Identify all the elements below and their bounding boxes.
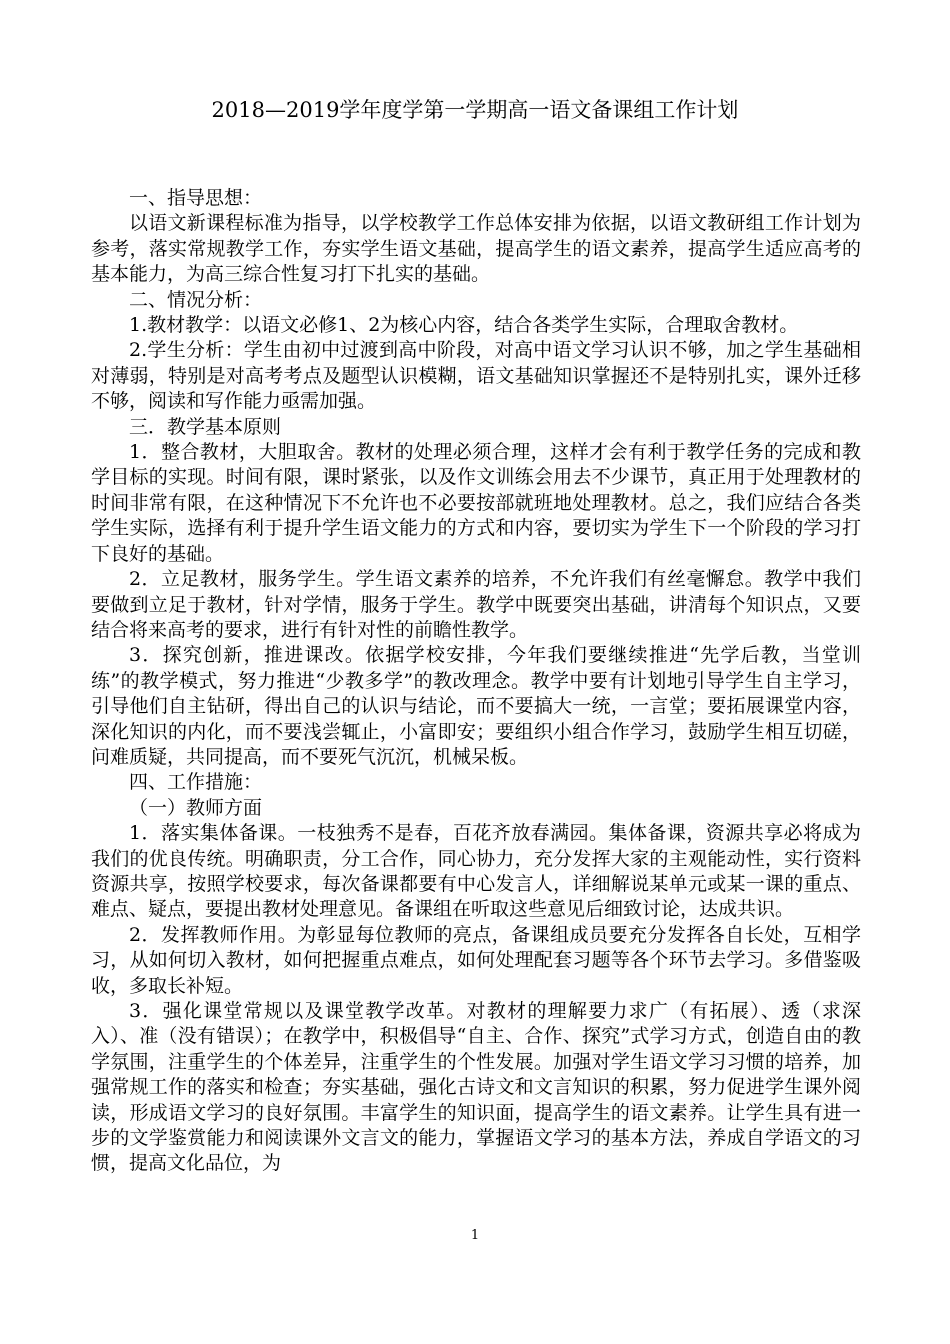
paragraph: 1．落实集体备课。一枝独秀不是春，百花齐放春满园。集体备课，资源共享必将成为我们的优良传统。明确职责，分工合作，同心协力，充分发挥大家的主观能动性，实行资料资源共享，按照学校要求，每次备课都要有中心发言人，详细解说某单元或某一课的重点、难点、疑点，要提出教材处理意见。备课组在听取这些意见后细致讨论，达成共识。	[91, 822, 861, 921]
paragraph: 1．整合教材，大胆取舍。教材的处理必须合理，这样才会有利于教学任务的完成和教学目标的实现。时间有限，课时紧张，以及作文训练会用去不少课节，真正用于处理教材的时间非常有限，在这种情况下不允许也不必要按部就班地处理教材。总之，我们应结合各类学生实际，选择有利于提升学生语文能力的方式和内容，要切实为学生下一个阶段的学习打下良好的基础。	[91, 441, 861, 565]
heading-teaching-principles: 三．教学基本原则	[129, 415, 282, 438]
document-title: 2018—2019学年度学第一学期高一语文备课组工作计划	[211, 98, 739, 122]
paragraph: 3．强化课堂常规以及课堂教学改革。对教材的理解要力求广（有拓展）、透（求深入）、准（没有错误）；在教学中，积极倡导“自主、合作、探究”式学习方式，创造自由的教学氛围，注重学生的个体差异，注重学生的个性发展。加强对学生语文学习习惯的培养，加强常规工作的落实和检查；夯实基础，强化古诗文和文言知识的积累，努力促进学生课外阅读，形成语文学习的良好氛围。丰富学生的知识面，提高学生的语文素养。让学生具有进一步的文学鉴赏能力和阅读课外文言文的能力，掌握语文学习的基本方法，养成自学语文的习惯，提高文化品位，为	[91, 1000, 861, 1175]
paragraph: 2．发挥教师作用。为彰显每位教师的亮点，备课组成员要充分发挥各自长处，互相学习，从如何切入教材，如何把握重点难点，如何处理配套习题等各个环节去学习。多借鉴吸收，多取长补短。	[91, 923, 861, 997]
paragraph: 3．探究创新，推进课改。依据学校安排，今年我们要继续推进“先学后教，当堂训练”的教学模式，努力推进“少教多学”的教改理念。教学中要有计划地引导学生自主学习，引导他们自主钻研，得出自己的认识与结论，而不要搞大一统，一言堂；要拓展课堂内容，深化知识的内化，而不要浅尝辄止，小富即安；要组织小组合作学习，鼓励学生相互切磋，问难质疑，共同提高，而不要死气沉沉，机械呆板。	[91, 644, 861, 768]
paragraph: 以语文新课程标准为指导，以学校教学工作总体安排为依据，以语文教研组工作计划为参考，落实常规教学工作，夯实学生语文基础，提高学生的语文素养，提高学生适应高考的基本能力，为高三综合性复习打下扎实的基础。	[91, 212, 861, 286]
paragraph: 2.学生分析：学生由初中过渡到高中阶段，对高中语文学习认识不够，加之学生基础相对薄弱，特别是对高考考点及题型认识模糊，语文基础知识掌握还不是特别扎实，课外迁移不够，阅读和写作能力亟需加强。	[91, 339, 861, 413]
heading-guiding-ideology: 一、指导思想：	[129, 187, 263, 209]
paragraph: 1.教材教学：以语文必修1、2为核心内容，结合各类学生实际，合理取舍教材。	[129, 314, 799, 337]
paragraph: 2．立足教材，服务学生。学生语文素养的培养，不允许我们有丝毫懈怠。教学中我们要做到立足于教材，针对学情，服务于学生。教学中既要突出基础，讲清每个知识点，又要结合将来高考的要求，进行有针对性的前瞻性教学。	[91, 568, 861, 641]
heading-work-measures: 四、工作措施：	[129, 771, 263, 794]
page-number: 1	[470, 1228, 480, 1243]
heading-situation-analysis: 二、情况分析：	[129, 288, 263, 311]
subheading-teachers: （一）教师方面	[129, 796, 263, 819]
document-body	[91, 186, 861, 1177]
